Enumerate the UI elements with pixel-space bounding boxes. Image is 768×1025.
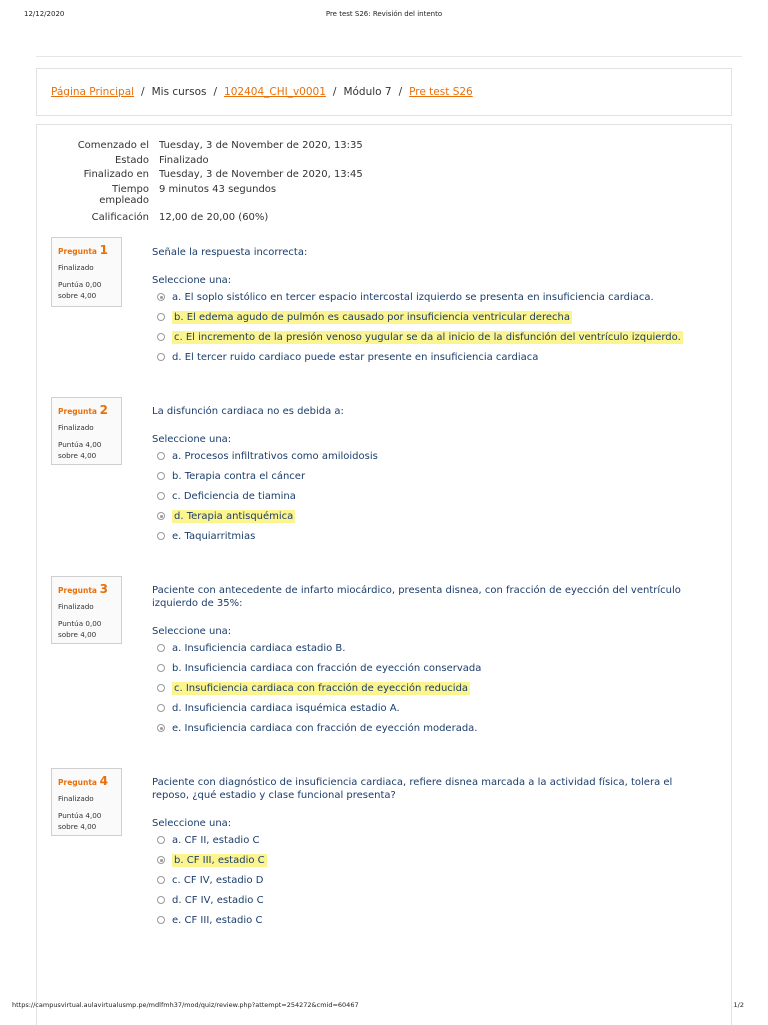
answer-option[interactable]: c. CF IV, estadio D — [152, 872, 712, 892]
breadcrumb-separator: / — [141, 86, 145, 98]
question-text: Señale la respuesta incorrecta: — [152, 247, 308, 258]
question-text: La disfunción cardiaca no es debida a: — [152, 406, 344, 417]
question-mark: Puntúa 0,00 — [58, 280, 102, 289]
answer-option[interactable]: b. CF III, estadio C — [152, 852, 712, 872]
question-content — [152, 405, 712, 548]
question-mark: Puntúa 4,00 — [58, 811, 102, 820]
answer-option[interactable]: c. Deficiencia de tiamina — [152, 488, 712, 508]
breadcrumb-separator: / — [213, 86, 218, 98]
radio-button[interactable] — [157, 876, 165, 884]
started-label: Comenzado el — [77, 140, 149, 151]
question-state: Finalizado — [58, 263, 94, 272]
answer-prompt: Seleccione una: — [152, 818, 232, 829]
question-content — [152, 584, 712, 740]
completed-label: Finalizado en — [83, 169, 149, 180]
radio-button[interactable] — [157, 896, 165, 904]
radio-button[interactable] — [157, 916, 165, 924]
radio-button[interactable] — [157, 704, 165, 712]
attempt-summary — [37, 140, 731, 226]
question-max-mark: sobre 4,00 — [58, 630, 97, 639]
question-label: Pregunta — [58, 586, 97, 595]
question-content — [152, 776, 712, 932]
question-number: 2 — [99, 403, 108, 417]
question-state: Finalizado — [58, 423, 94, 432]
answer-option[interactable]: b. Insuficiencia cardiaca con fracción de eyección conservada — [152, 660, 712, 680]
radio-button[interactable] — [157, 532, 165, 540]
answer-option[interactable]: a. Procesos infiltrativos como amiloidosis — [152, 448, 712, 468]
quiz-review-panel — [36, 124, 732, 1025]
question-max-mark: sobre 4,00 — [58, 822, 97, 831]
answer-option[interactable]: d. CF IV, estadio C — [152, 892, 712, 912]
state-value: Finalizado — [159, 154, 209, 166]
answer-option[interactable]: a. CF II, estadio C — [152, 832, 712, 852]
answer-option[interactable]: e. Insuficiencia cardiaca con fracción de eyección moderada. — [152, 720, 712, 740]
print-header — [0, 10, 768, 24]
answer-option[interactable]: c. El incremento de la presión venoso yugular se da al inicio de la disfunción del ventrículo izquierdo. — [152, 329, 712, 349]
radio-button[interactable] — [157, 452, 165, 460]
print-date: 12/12/2020 — [24, 10, 65, 18]
question-label: Pregunta — [58, 247, 97, 256]
question-number: 3 — [99, 582, 108, 596]
radio-button[interactable] — [157, 472, 165, 480]
radio-button[interactable] — [157, 333, 165, 341]
print-url: https://campusvirtual.aulavirtualusmp.pe/mdlfmh37/mod/quiz/review.php?attempt=254272&cmid=60467 — [12, 1001, 359, 1009]
radio-button[interactable] — [157, 664, 165, 672]
question-max-mark: sobre 4,00 — [58, 291, 97, 300]
radio-button-selected[interactable] — [157, 512, 165, 520]
answer-option[interactable]: b. Terapia contra el cáncer — [152, 468, 712, 488]
breadcrumb-home-link[interactable]: Página Principal — [51, 86, 135, 98]
grade-label: Calificación — [91, 211, 149, 223]
breadcrumb-separator: / — [332, 86, 337, 98]
answer-option[interactable]: c. Insuficiencia cardiaca con fracción de eyección reducida — [152, 680, 712, 700]
time-value: 9 minutos 43 segundos — [159, 183, 277, 195]
answer-option[interactable]: d. El tercer ruido cardiaco puede estar presente en insuficiencia cardiaca — [152, 349, 712, 369]
radio-button[interactable] — [157, 644, 165, 652]
answer-option[interactable]: b. El edema agudo de pulmón es causado por insuficiencia ventricular derecha — [152, 309, 712, 329]
time-label: Tiempo empleado — [99, 183, 149, 206]
print-title: Pre test S26: Revisión del intento — [325, 10, 443, 18]
breadcrumb-my-courses: Mis cursos — [151, 86, 207, 98]
question-info — [51, 397, 122, 465]
question-content — [152, 246, 712, 369]
radio-button[interactable] — [157, 492, 165, 500]
answer-option[interactable]: d. Insuficiencia cardiaca isquémica estadio A. — [152, 700, 712, 720]
question-text: Paciente con antecedente de infarto miocárdico, presenta disnea, con fracción de eyección del ventrículo izquierdo de 35%: — [152, 585, 681, 609]
question-label: Pregunta — [58, 407, 97, 416]
question-mark: Puntúa 0,00 — [58, 619, 102, 628]
question-max-mark: sobre 4,00 — [58, 451, 97, 460]
answer-prompt: Seleccione una: — [152, 434, 232, 445]
question-mark: Puntúa 4,00 — [58, 440, 102, 449]
question-state: Finalizado — [58, 602, 94, 611]
question-info — [51, 576, 122, 644]
radio-button-selected[interactable] — [157, 856, 165, 864]
answer-option[interactable]: e. CF III, estadio C — [152, 912, 712, 932]
question-info — [51, 237, 122, 307]
radio-button[interactable] — [157, 353, 165, 361]
radio-button-selected[interactable] — [157, 724, 165, 732]
answer-option[interactable]: a. El soplo sistólico en tercer espacio intercostal izquierdo se presenta en insuficiencia cardiaca. — [152, 289, 712, 309]
question-info — [51, 768, 122, 836]
breadcrumb-module: Módulo 7 — [343, 86, 392, 98]
radio-button[interactable] — [157, 836, 165, 844]
radio-button[interactable] — [157, 313, 165, 321]
breadcrumb-separator: / — [398, 86, 403, 98]
started-value: Tuesday, 3 de November de 2020, 13:35 — [159, 140, 363, 151]
radio-button[interactable] — [157, 684, 165, 692]
question-label: Pregunta — [58, 778, 97, 787]
grade-value: 12,00 de 20,00 (60%) — [159, 211, 269, 223]
answer-option[interactable]: e. Taquiarritmias — [152, 528, 712, 548]
state-label: Estado — [114, 154, 149, 166]
completed-value: Tuesday, 3 de November de 2020, 13:45 — [159, 169, 363, 180]
answer-prompt: Seleccione una: — [152, 275, 232, 286]
answer-prompt: Seleccione una: — [152, 626, 232, 637]
question-number: 1 — [99, 243, 108, 257]
radio-button-selected[interactable] — [157, 293, 165, 301]
breadcrumb-quiz-link[interactable]: Pre test S26 — [409, 86, 473, 98]
question-state: Finalizado — [58, 794, 94, 803]
breadcrumb — [36, 68, 732, 116]
question-text: Paciente con diagnóstico de insuficiencia cardiaca, refiere disnea marcada a la actividad física, tolera el reposo, ¿qué estadio y clase funcional presenta? — [152, 777, 673, 801]
answer-option[interactable]: d. Terapia antisquémica — [152, 508, 712, 528]
divider — [36, 56, 742, 57]
question-number: 4 — [99, 774, 108, 788]
answer-option[interactable]: a. Insuficiencia cardiaca estadio B. — [152, 640, 712, 660]
print-page-number: 1/2 — [733, 1001, 744, 1009]
breadcrumb-course-link[interactable]: 102404_CHI_v0001 — [224, 86, 326, 98]
